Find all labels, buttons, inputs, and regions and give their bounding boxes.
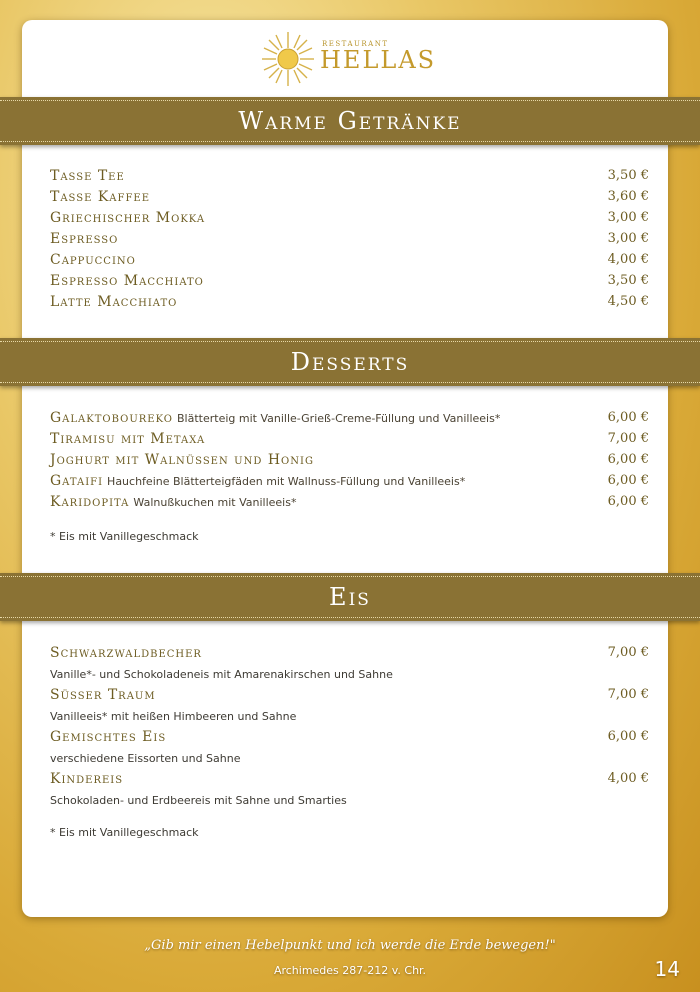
menu-item	[50, 231, 650, 251]
menu-item	[50, 168, 650, 188]
item-name: Griechischer Mokka	[50, 210, 206, 226]
logo-small-text: RESTAURANT	[322, 40, 389, 48]
section-header-desserts	[0, 338, 700, 386]
item-price: 7,00 €	[607, 687, 649, 702]
item-description: Schokoladen- und Erdbeereis mit Sahne und Smarties	[50, 794, 347, 807]
item-name: Joghurt mit Walnüssen und Honig	[50, 452, 314, 468]
item-description: Vanille*- und Schokoladeneis mit Amarenakirschen und Sahne	[50, 668, 393, 681]
item-description: Walnußkuchen mit Vanilleeis*	[133, 496, 297, 509]
item-name: Kindereis	[50, 771, 124, 787]
item-price: 7,00 €	[607, 431, 649, 446]
section-title: Eis	[329, 583, 371, 611]
item-name: Schwarzwaldbecher	[50, 645, 202, 661]
page-number: 14	[654, 957, 680, 981]
menu-item	[50, 410, 650, 430]
menu-item	[50, 473, 650, 493]
logo-name: HELLAS	[320, 46, 437, 74]
item-name: Cappuccino	[50, 252, 136, 268]
item-price: 4,50 €	[607, 294, 649, 309]
menu-item	[50, 729, 650, 749]
item-name-with-desc	[50, 494, 296, 510]
item-price: 6,00 €	[607, 410, 649, 425]
item-price: 4,00 €	[607, 252, 649, 267]
menu-item	[50, 189, 650, 209]
item-price: 4,00 €	[607, 771, 649, 786]
menu-item	[50, 294, 650, 314]
item-price: 3,00 €	[607, 210, 649, 225]
menu-item	[50, 252, 650, 272]
item-price: 6,00 €	[607, 473, 649, 488]
item-name: Espresso Macchiato	[50, 273, 204, 289]
item-price: 3,00 €	[607, 231, 649, 246]
item-price: 6,00 €	[607, 729, 649, 744]
item-name: Tasse Kaffee	[50, 189, 150, 205]
item-name: Tiramisu mit Metaxa	[50, 431, 206, 447]
menu-item	[50, 687, 650, 707]
item-price: 6,00 €	[607, 452, 649, 467]
item-name: Süsser Traum	[50, 687, 156, 703]
archimedes-quote: „Gib mir einen Hebelpunkt und ich werde die Erde bewegen!"	[144, 938, 556, 953]
menu-item	[50, 494, 650, 514]
item-name: Galaktoboureko	[50, 410, 173, 426]
menu-item	[50, 645, 650, 665]
footnote: * Eis mit Vanillegeschmack	[50, 530, 199, 543]
item-name: Latte Macchiato	[50, 294, 178, 310]
item-description: Vanilleeis* mit heißen Himbeeren und Sahne	[50, 710, 297, 723]
item-price: 7,00 €	[607, 645, 649, 660]
item-description: Hauchfeine Blätterteigfäden mit Wallnuss-Füllung und Vanilleeis*	[107, 475, 466, 488]
menu-item	[50, 210, 650, 230]
sun-logo-icon	[258, 30, 318, 88]
item-price: 3,50 €	[607, 168, 649, 183]
section-title: Desserts	[290, 348, 410, 376]
item-price: 6,00 €	[607, 494, 649, 509]
section-header-ice-cream	[0, 573, 700, 621]
item-name: Karidopita	[50, 494, 130, 510]
item-description: verschiedene Eissorten und Sahne	[50, 752, 241, 765]
menu-item	[50, 771, 650, 791]
item-name: Espresso	[50, 231, 119, 247]
menu-item	[50, 431, 650, 451]
item-name: Tasse Tee	[50, 168, 125, 184]
item-name-with-desc	[50, 410, 500, 426]
item-name: Gemischtes Eis	[50, 729, 167, 745]
item-description: Blätterteig mit Vanille-Grieß-Creme-Füllung und Vanilleeis*	[177, 412, 501, 425]
item-name: Gataifi	[50, 473, 104, 489]
restaurant-logo	[258, 30, 448, 88]
item-price: 3,60 €	[607, 189, 649, 204]
menu-item	[50, 452, 650, 472]
item-price: 3,50 €	[607, 273, 649, 288]
item-name-with-desc	[50, 473, 465, 489]
footnote: * Eis mit Vanillegeschmack	[50, 826, 199, 839]
quote-author: Archimedes 287-212 v. Chr.	[273, 964, 427, 977]
section-title: Warme Getränke	[238, 107, 462, 135]
menu-item	[50, 273, 650, 293]
section-header-warm-drinks	[0, 97, 700, 145]
